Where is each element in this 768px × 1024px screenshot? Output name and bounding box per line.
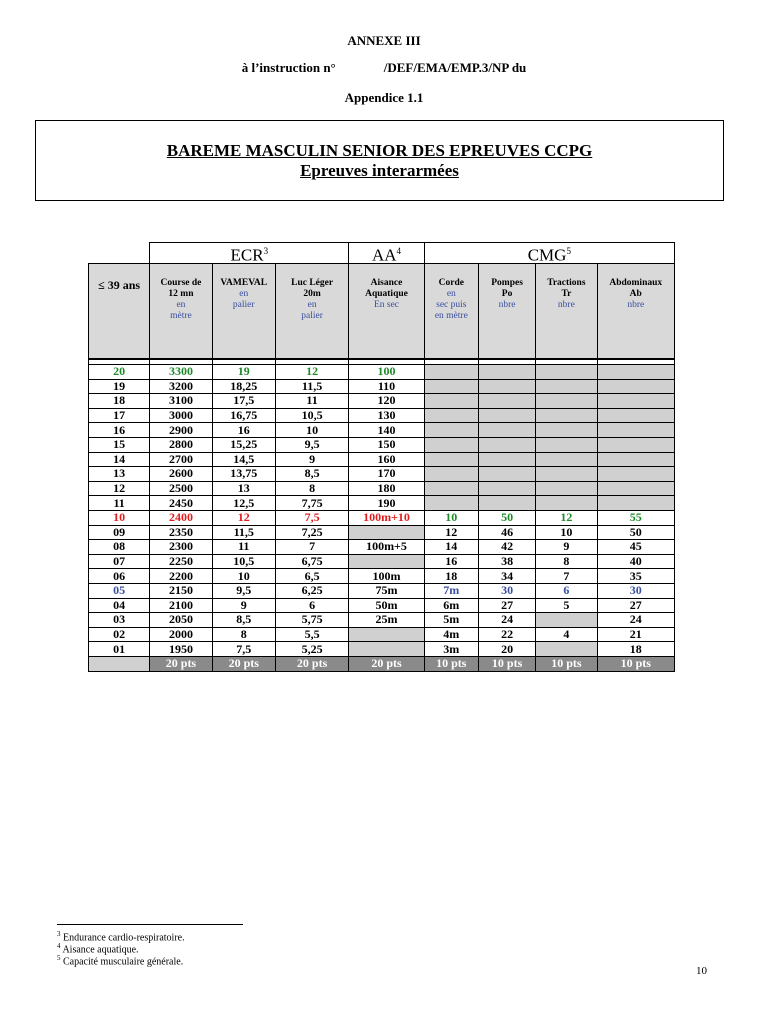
cell-abdominaux — [597, 379, 674, 394]
cell-course: 2300 — [150, 540, 212, 555]
subheader-vameval — [212, 264, 275, 360]
cell-points: 05 — [89, 583, 150, 598]
cell-points: 10 — [89, 510, 150, 525]
cell-tractions — [536, 467, 597, 482]
cell-luc-leger: 5,75 — [275, 613, 348, 628]
cell-corde: 7m — [424, 583, 478, 598]
cell-tractions — [536, 394, 597, 409]
subheader-unit: palier — [232, 300, 255, 310]
cell-abdominaux: 27 — [597, 598, 674, 613]
subheader-text: 12 mn — [168, 289, 194, 299]
cell-abdominaux — [597, 467, 674, 482]
cell-points: 15 — [89, 437, 150, 452]
cell-corde: 16 — [424, 554, 478, 569]
table-row — [89, 642, 675, 657]
cell-corde: 12 — [424, 525, 478, 540]
cell-vameval: 13 — [212, 481, 275, 496]
cell-course: 2250 — [150, 554, 212, 569]
cell-vameval: 13,75 — [212, 467, 275, 482]
cell-pompes — [478, 467, 535, 482]
table-row — [89, 423, 675, 438]
age-header: ≤ 39 ans — [89, 264, 150, 360]
subheader-text: 20m — [303, 289, 321, 299]
table-row — [89, 496, 675, 511]
cell-aisance: 100m+5 — [349, 540, 424, 555]
cell-pompes — [478, 408, 535, 423]
subheader-tractions — [536, 264, 597, 360]
subheader-aisance — [349, 264, 424, 360]
cell-abdominaux — [597, 496, 674, 511]
cell-pompes: 50 — [478, 510, 535, 525]
total-tractions: 10 pts — [536, 656, 597, 671]
cell-aisance: 50m — [349, 598, 424, 613]
cell-aisance: 25m — [349, 613, 424, 628]
subheader-text: VAMEVAL — [220, 278, 268, 288]
table-row — [89, 554, 675, 569]
document-title: BAREME MASCULIN SENIOR DES EPREUVES CCPG — [166, 141, 593, 160]
cell-tractions — [536, 437, 597, 452]
cell-abdominaux — [597, 437, 674, 452]
cell-abdominaux — [597, 423, 674, 438]
cell-corde — [424, 365, 478, 380]
table-row — [89, 583, 675, 598]
cell-abdominaux: 21 — [597, 627, 674, 642]
cell-luc-leger: 6,75 — [275, 554, 348, 569]
cell-points: 11 — [89, 496, 150, 511]
cell-points: 03 — [89, 613, 150, 628]
table-row — [89, 452, 675, 467]
subheader-text: Aisance — [370, 278, 403, 288]
group-label: AA — [371, 245, 397, 264]
cell-tractions — [536, 642, 597, 657]
cell-luc-leger: 8 — [275, 481, 348, 496]
cell-abdominaux — [597, 408, 674, 423]
cell-points: 20 — [89, 365, 150, 380]
cell-points: 02 — [89, 627, 150, 642]
subheader-text: Ab — [629, 289, 642, 299]
cell-luc-leger: 5,25 — [275, 642, 348, 657]
cell-tractions: 6 — [536, 583, 597, 598]
cell-tractions: 7 — [536, 569, 597, 584]
cell-corde — [424, 496, 478, 511]
cell-aisance: 100m — [349, 569, 424, 584]
cell-course: 2350 — [150, 525, 212, 540]
footnote-number: 4 — [57, 942, 61, 950]
cell-corde: 18 — [424, 569, 478, 584]
subheader-unit: En sec — [373, 300, 400, 310]
cell-vameval: 16 — [212, 423, 275, 438]
cell-pompes: 22 — [478, 627, 535, 642]
cell-tractions — [536, 379, 597, 394]
subheader-unit: palier — [301, 311, 323, 321]
cell-tractions — [536, 481, 597, 496]
cell-tractions — [536, 365, 597, 380]
cell-vameval: 9,5 — [212, 583, 275, 598]
subheader-pompes — [478, 264, 535, 360]
cell-course: 2200 — [150, 569, 212, 584]
cell-aisance: 110 — [349, 379, 424, 394]
cell-course: 2100 — [150, 598, 212, 613]
cell-points: 19 — [89, 379, 150, 394]
cell-luc-leger: 10 — [275, 423, 348, 438]
cell-tractions: 12 — [536, 510, 597, 525]
cell-tractions — [536, 452, 597, 467]
cell-tractions — [536, 408, 597, 423]
cell-luc-leger: 11 — [275, 394, 348, 409]
cell-corde: 4m — [424, 627, 478, 642]
cell-pompes: 34 — [478, 569, 535, 584]
cell-course: 2400 — [150, 510, 212, 525]
cell-luc-leger: 7,25 — [275, 525, 348, 540]
table-row — [89, 540, 675, 555]
group-label: ECR — [230, 245, 264, 264]
instruction-prefix: à l’instruction n° — [241, 60, 336, 75]
cell-abdominaux: 24 — [597, 613, 674, 628]
cell-abdominaux: 50 — [597, 525, 674, 540]
group-header-aa — [349, 243, 424, 264]
cell-luc-leger: 8,5 — [275, 467, 348, 482]
cell-vameval: 10 — [212, 569, 275, 584]
cell-aisance — [349, 627, 424, 642]
cell-aisance — [349, 525, 424, 540]
table-row — [89, 408, 675, 423]
footnote-ref: 5 — [566, 245, 571, 256]
table-row — [89, 525, 675, 540]
footnote-text: Endurance cardio-respiratoire. — [63, 932, 185, 944]
cell-course: 1950 — [150, 642, 212, 657]
cell-corde: 6m — [424, 598, 478, 613]
document-subtitle: Epreuves interarmées — [300, 161, 459, 180]
cell-aisance: 140 — [349, 423, 424, 438]
subheader-text: Corde — [438, 278, 464, 288]
total-points — [89, 656, 150, 671]
cell-aisance: 100m+10 — [349, 510, 424, 525]
table-row — [89, 569, 675, 584]
cell-points: 13 — [89, 467, 150, 482]
table-row — [89, 365, 675, 380]
subheader-text: Aquatique — [365, 289, 408, 299]
cell-luc-leger: 7,5 — [275, 510, 348, 525]
cell-pompes: 30 — [478, 583, 535, 598]
cell-luc-leger: 7,75 — [275, 496, 348, 511]
cell-pompes: 38 — [478, 554, 535, 569]
subheader-unit: nbre — [627, 300, 645, 310]
cell-abdominaux: 18 — [597, 642, 674, 657]
cell-pompes — [478, 365, 535, 380]
table-row — [89, 467, 675, 482]
cell-course: 2000 — [150, 627, 212, 642]
cell-corde: 14 — [424, 540, 478, 555]
cell-points: 12 — [89, 481, 150, 496]
total-vameval: 20 pts — [212, 656, 275, 671]
cell-abdominaux: 35 — [597, 569, 674, 584]
cell-pompes: 27 — [478, 598, 535, 613]
cell-abdominaux — [597, 452, 674, 467]
cell-luc-leger: 6,25 — [275, 583, 348, 598]
cell-luc-leger: 9 — [275, 452, 348, 467]
cell-corde — [424, 467, 478, 482]
cell-points: 01 — [89, 642, 150, 657]
cell-course: 2700 — [150, 452, 212, 467]
cell-tractions — [536, 613, 597, 628]
instruction-ref: /DEF/EMA/EMP.3/NP du — [383, 60, 527, 75]
cell-course: 2050 — [150, 613, 212, 628]
cell-vameval: 19 — [212, 365, 275, 380]
cell-abdominaux: 30 — [597, 583, 674, 598]
cell-luc-leger: 12 — [275, 365, 348, 380]
footnote-number: 5 — [57, 954, 61, 962]
cell-points: 16 — [89, 423, 150, 438]
cell-abdominaux — [597, 365, 674, 380]
cell-course: 2500 — [150, 481, 212, 496]
total-luc-leger: 20 pts — [275, 656, 348, 671]
instruction-line — [0, 60, 768, 76]
cell-course: 2600 — [150, 467, 212, 482]
cell-vameval: 15,25 — [212, 437, 275, 452]
subheader-unit: en — [176, 300, 186, 310]
subheader-row — [89, 264, 675, 360]
cell-corde — [424, 423, 478, 438]
footnote-text: Aisance aquatique. — [62, 944, 139, 956]
cell-luc-leger: 5,5 — [275, 627, 348, 642]
subheader-unit: en — [239, 289, 249, 299]
cell-course: 3000 — [150, 408, 212, 423]
cell-abdominaux: 45 — [597, 540, 674, 555]
cell-course: 3300 — [150, 365, 212, 380]
cell-vameval: 9 — [212, 598, 275, 613]
cell-luc-leger: 11,5 — [275, 379, 348, 394]
cell-points: 14 — [89, 452, 150, 467]
cell-corde — [424, 437, 478, 452]
cell-aisance: 150 — [349, 437, 424, 452]
subheader-unit: en — [446, 289, 456, 299]
cell-vameval: 8 — [212, 627, 275, 642]
cell-tractions: 9 — [536, 540, 597, 555]
cell-course: 2150 — [150, 583, 212, 598]
cell-points: 17 — [89, 408, 150, 423]
cell-points: 08 — [89, 540, 150, 555]
cell-aisance: 170 — [349, 467, 424, 482]
cell-points: 04 — [89, 598, 150, 613]
table-row — [89, 613, 675, 628]
cell-vameval: 14,5 — [212, 452, 275, 467]
cell-course: 2900 — [150, 423, 212, 438]
cell-course: 3100 — [150, 394, 212, 409]
appendix-heading: Appendice 1.1 — [344, 90, 424, 105]
cell-abdominaux — [597, 394, 674, 409]
footnote-separator — [57, 924, 243, 925]
table-row — [89, 437, 675, 452]
subheader-abdominaux — [597, 264, 674, 360]
footnote-text: Capacité musculaire générale. — [63, 956, 184, 968]
table-row — [89, 627, 675, 642]
page-number: 10 — [696, 965, 707, 977]
cell-aisance — [349, 554, 424, 569]
cell-vameval: 12 — [212, 510, 275, 525]
cell-points: 09 — [89, 525, 150, 540]
subheader-text: Abdominaux — [609, 278, 663, 288]
cell-pompes — [478, 496, 535, 511]
cell-corde — [424, 452, 478, 467]
cell-corde: 10 — [424, 510, 478, 525]
cell-vameval: 11 — [212, 540, 275, 555]
cell-points: 06 — [89, 569, 150, 584]
cell-abdominaux: 55 — [597, 510, 674, 525]
footnote-number: 3 — [57, 930, 61, 938]
subheader-text: Po — [501, 289, 513, 299]
total-corde: 10 pts — [424, 656, 478, 671]
cell-tractions: 10 — [536, 525, 597, 540]
group-label: CMG — [527, 245, 567, 264]
cell-tractions: 8 — [536, 554, 597, 569]
cell-pompes — [478, 452, 535, 467]
cell-aisance: 130 — [349, 408, 424, 423]
cell-vameval: 16,75 — [212, 408, 275, 423]
cell-pompes: 46 — [478, 525, 535, 540]
footnote-ref: 4 — [396, 245, 402, 256]
subheader-text: Luc Léger — [291, 278, 334, 288]
subheader-unit: mètre — [170, 311, 192, 321]
cell-luc-leger: 10,5 — [275, 408, 348, 423]
cell-vameval: 18,25 — [212, 379, 275, 394]
total-course: 20 pts — [150, 656, 212, 671]
subheader-unit: en — [307, 300, 317, 310]
table-row — [89, 379, 675, 394]
cell-corde — [424, 408, 478, 423]
cell-aisance: 100 — [349, 365, 424, 380]
cell-luc-leger: 6,5 — [275, 569, 348, 584]
cell-course: 3200 — [150, 379, 212, 394]
cell-pompes: 42 — [478, 540, 535, 555]
subheader-text: Tr — [561, 289, 572, 299]
table-row — [89, 394, 675, 409]
subheader-corde — [424, 264, 478, 360]
cell-pompes — [478, 423, 535, 438]
group-header-ecr — [150, 243, 349, 264]
totals-row — [89, 656, 675, 671]
subheader-unit: en mètre — [434, 311, 468, 321]
cell-corde: 5m — [424, 613, 478, 628]
cell-corde — [424, 481, 478, 496]
cell-tractions — [536, 496, 597, 511]
cell-pompes: 24 — [478, 613, 535, 628]
cell-points: 18 — [89, 394, 150, 409]
cell-vameval: 12,5 — [212, 496, 275, 511]
footnote — [57, 953, 183, 967]
subheader-text: Course de — [160, 278, 202, 288]
cell-aisance: 180 — [349, 481, 424, 496]
cell-pompes — [478, 394, 535, 409]
cell-vameval: 11,5 — [212, 525, 275, 540]
table-row — [89, 598, 675, 613]
subheader-course — [150, 264, 212, 360]
cell-vameval: 17,5 — [212, 394, 275, 409]
cell-abdominaux: 40 — [597, 554, 674, 569]
cell-course: 2450 — [150, 496, 212, 511]
subheader-text: Tractions — [547, 278, 586, 288]
group-header-row — [89, 243, 675, 264]
group-header-cmg — [424, 243, 674, 264]
subheader-luc-leger — [275, 264, 348, 360]
total-pompes: 10 pts — [478, 656, 535, 671]
cell-vameval: 7,5 — [212, 642, 275, 657]
cell-tractions: 5 — [536, 598, 597, 613]
cell-luc-leger: 7 — [275, 540, 348, 555]
total-aisance: 20 pts — [349, 656, 424, 671]
table-row — [89, 510, 675, 525]
cell-aisance: 75m — [349, 583, 424, 598]
cell-aisance: 190 — [349, 496, 424, 511]
cell-corde — [424, 379, 478, 394]
cell-tractions — [536, 423, 597, 438]
footnote-ref: 3 — [263, 245, 269, 256]
group-header-blank — [89, 243, 150, 264]
cell-pompes: 20 — [478, 642, 535, 657]
cell-abdominaux — [597, 481, 674, 496]
subheader-unit: sec puis — [436, 300, 467, 310]
subheader-text: Pompes — [491, 278, 523, 288]
cell-luc-leger: 9,5 — [275, 437, 348, 452]
cell-vameval: 8,5 — [212, 613, 275, 628]
cell-corde — [424, 394, 478, 409]
cell-pompes — [478, 379, 535, 394]
cell-tractions: 4 — [536, 627, 597, 642]
cell-luc-leger: 6 — [275, 598, 348, 613]
total-abdominaux: 10 pts — [597, 656, 674, 671]
table-row — [89, 481, 675, 496]
subheader-unit: nbre — [557, 300, 575, 310]
cell-pompes — [478, 437, 535, 452]
cell-aisance — [349, 642, 424, 657]
cell-points: 07 — [89, 554, 150, 569]
cell-vameval: 10,5 — [212, 554, 275, 569]
cell-course: 2800 — [150, 437, 212, 452]
scoring-table — [88, 242, 675, 672]
cell-pompes — [478, 481, 535, 496]
cell-aisance: 160 — [349, 452, 424, 467]
cell-corde: 3m — [424, 642, 478, 657]
cell-aisance: 120 — [349, 394, 424, 409]
title-box — [35, 120, 724, 201]
subheader-unit: nbre — [498, 300, 516, 310]
annex-heading: ANNEXE III — [347, 33, 421, 48]
